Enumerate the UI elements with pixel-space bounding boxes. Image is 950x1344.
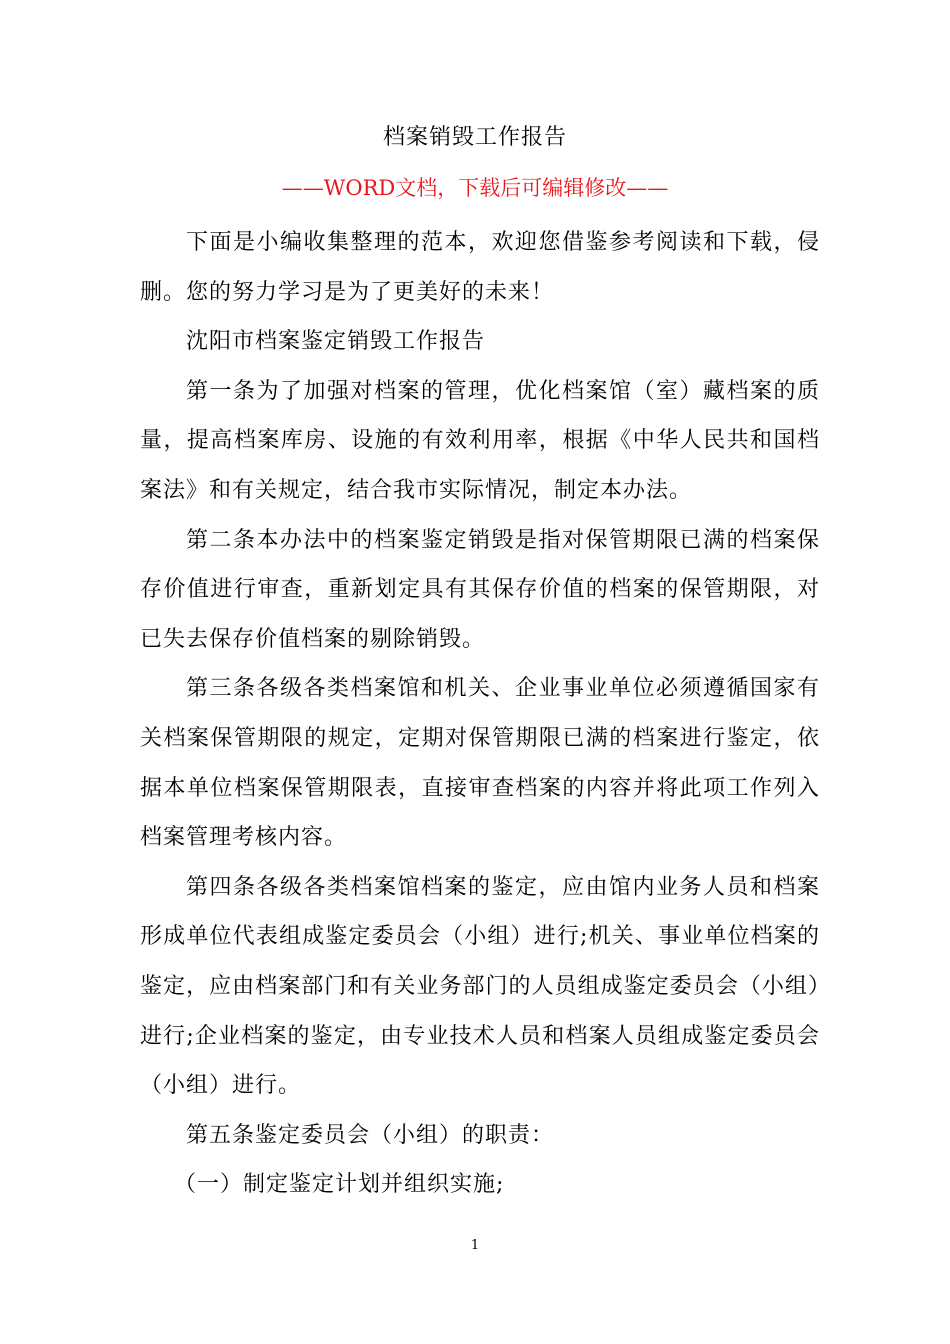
article-1-paragraph: 第一条为了加强对档案的管理，优化档案馆（室）藏档案的质量，提高档案库房、设施的有效利用率，根据《中华人民共和国档案法》和有关规定，结合我市实际情况，制定本办法。 bbox=[140, 378, 820, 503]
article-4-paragraph: 第四条各级各类档案馆档案的鉴定，应由馆内业务人员和档案形成单位代表组成鉴定委员会（小组）进行;机关、事业单位档案的鉴定，应由档案部门和有关业务部门的人员组成鉴定委员会（小组）进行;企业档案的鉴定，由专业技术人员和档案人员组成鉴定委员会（小组）进行。 bbox=[140, 874, 820, 1099]
document-subtitle: ——WORD文档，下载后可编辑修改—— bbox=[281, 176, 669, 200]
article-3-paragraph: 第三条各级各类档案馆和机关、企业事业单位必须遵循国家有关档案保管期限的规定，定期对保管期限已满的档案进行鉴定，依据本单位档案保管期限表，直接审查档案的内容并将此项工作列入档案管理考核内容。 bbox=[140, 676, 820, 851]
document-title: 档案销毁工作报告 bbox=[382, 125, 567, 150]
report-heading: 沈阳市档案鉴定销毁工作报告 bbox=[186, 329, 486, 355]
intro-paragraph: 下面是小编收集整理的范本，欢迎您借鉴参考阅读和下载，侵删。您的努力学习是为了更美好的未来！ bbox=[140, 230, 820, 305]
document-body bbox=[140, 218, 820, 1210]
article-5-paragraph: 第五条鉴定委员会（小组）的职责： bbox=[186, 1122, 555, 1148]
list-item-1: （一）制定鉴定计划并组织实施; bbox=[174, 1172, 505, 1198]
page-number: 1 bbox=[470, 1238, 480, 1253]
article-2-paragraph: 第二条本办法中的档案鉴定销毁是指对保管期限已满的档案保存价值进行审查，重新划定具有其保存价值的档案的保管期限，对已失去保存价值档案的剔除销毁。 bbox=[140, 527, 820, 652]
